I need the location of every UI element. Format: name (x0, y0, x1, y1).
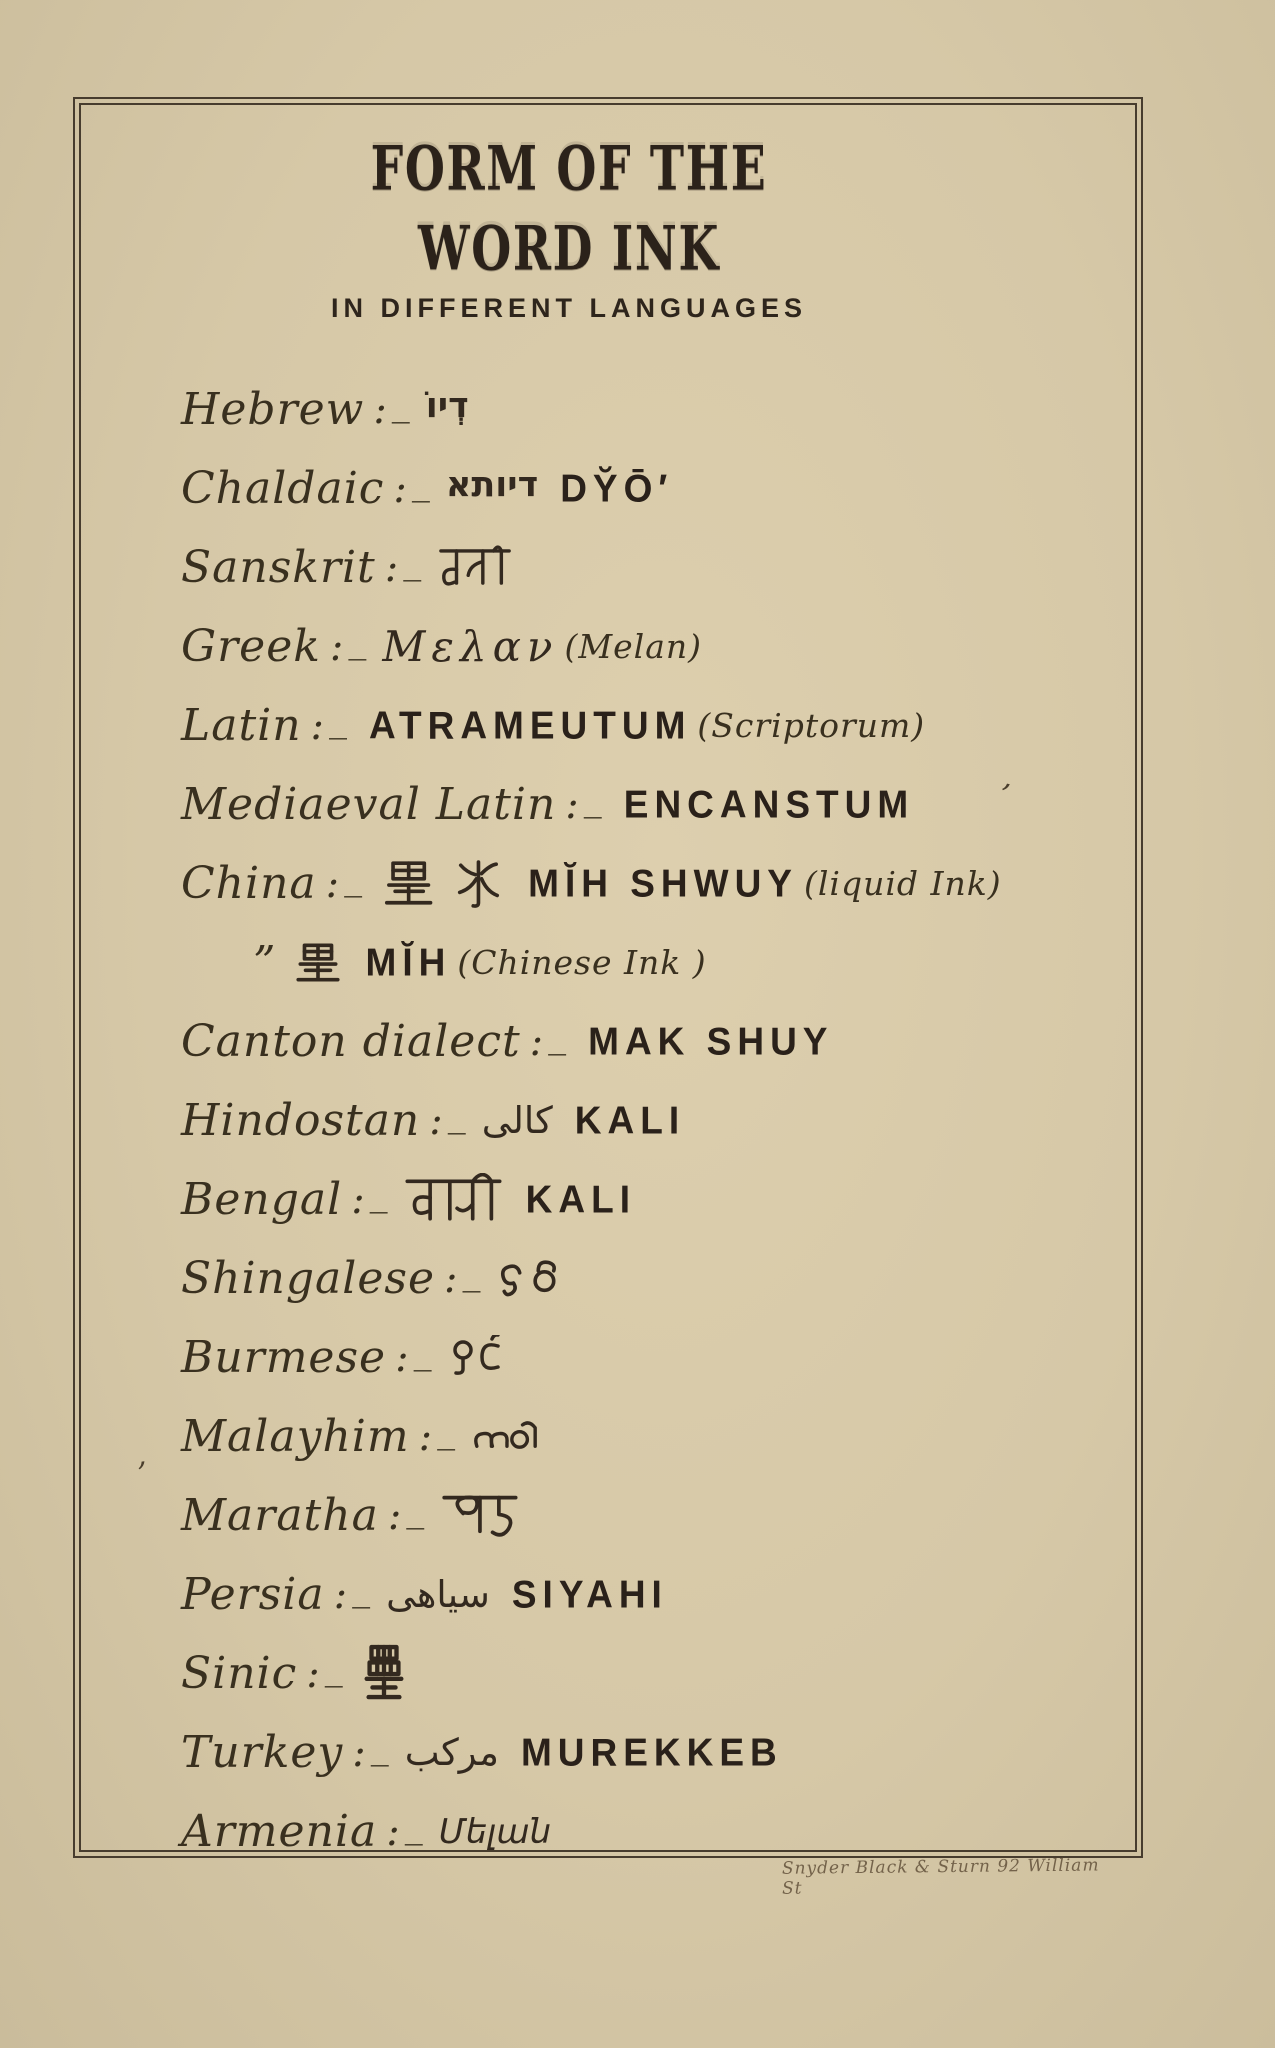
language-row-turkey (181, 1713, 1105, 1792)
transliteration: MĬH SHWUY (528, 861, 798, 905)
title-block (239, 135, 899, 324)
language-row-mediaeval-latin (181, 765, 1105, 844)
language-row-sinic (181, 1634, 1105, 1713)
separator-dash: _ (413, 1331, 432, 1372)
shingalese-script-glyph (497, 1256, 563, 1302)
language-row-bengal (181, 1160, 1105, 1239)
language-label: Maratha (181, 1490, 379, 1541)
separator-colon: : (384, 544, 399, 591)
transliteration: ENCANSTUM (623, 782, 915, 826)
language-row-persia (181, 1555, 1105, 1634)
language-label: Canton dialect (181, 1016, 521, 1067)
separator-dash: _ (344, 857, 363, 898)
separator-colon: : (386, 1808, 400, 1855)
language-row-china-2 (181, 923, 1105, 1002)
separator-colon: : (429, 1097, 443, 1144)
separator-dash: _ (370, 1726, 389, 1767)
separator-colon: : (529, 1018, 544, 1065)
language-label: Bengal (181, 1174, 343, 1225)
hindostan-script-word: كالى (481, 1099, 553, 1142)
plate-border-inner (79, 103, 1137, 1857)
separator-colon: : (351, 1176, 365, 1223)
separator-colon: : (393, 465, 407, 512)
armenia-script-word: Մելան (438, 1811, 552, 1852)
separator-dash: _ (583, 778, 602, 819)
transliteration: MĬH (365, 940, 452, 984)
separator-colon: : (565, 781, 579, 828)
language-label: Greek (181, 621, 321, 672)
sinic-script-glyph (359, 1644, 409, 1704)
plate-border-outer (73, 97, 1143, 1858)
transliteration: MAK SHUY (588, 1019, 834, 1063)
separator-dash: _ (447, 1094, 466, 1135)
separator-colon: : (444, 1255, 458, 1302)
transliteration: KALI (574, 1098, 686, 1142)
separator-dash: _ (391, 383, 410, 424)
gloss: (Melan) (564, 627, 703, 666)
bengal-script-glyph (404, 1173, 504, 1227)
separator-dash: _ (352, 1568, 371, 1609)
language-row-burmese (181, 1318, 1105, 1397)
separator-dash: _ (324, 1647, 343, 1688)
malayhim-script-glyph (471, 1419, 541, 1454)
china-2-script-glyph (292, 942, 344, 984)
language-row-malayhim (181, 1397, 1105, 1476)
hebrew-script-word: דְיוֹ (425, 385, 469, 426)
separator-dash: _ (329, 699, 348, 740)
transliteration: MUREKKEB (520, 1730, 783, 1774)
language-row-chaldaic (181, 449, 1105, 528)
separator-dash: _ (437, 1410, 456, 1451)
language-label: Armenia (181, 1806, 378, 1857)
gloss: (Scriptorum) (697, 706, 926, 745)
separator-dash: _ (548, 1015, 567, 1056)
language-label: Malayhim (181, 1411, 410, 1462)
burmese-script-glyph (448, 1335, 506, 1381)
separator-colon: : (329, 623, 344, 670)
turkey-script-word: مركب (404, 1731, 499, 1774)
language-row-hebrew (181, 370, 1105, 449)
transliteration: ATRAMEUTUM (369, 703, 692, 747)
persia-script-word: سياهى (386, 1573, 490, 1616)
ditto-mark: ” (253, 937, 276, 988)
gloss: (liquid Ink) (803, 864, 1002, 903)
separator-dash: _ (411, 462, 430, 503)
separator-colon: : (395, 1334, 409, 1381)
separator-colon: : (352, 1729, 366, 1776)
separator-colon: : (387, 1492, 402, 1539)
transliteration: DY̆Ō′ (560, 466, 674, 510)
language-row-china (181, 844, 1105, 923)
language-row-sanskrit (181, 528, 1105, 607)
language-row-maratha (181, 1476, 1105, 1555)
language-label: Chaldaic (181, 463, 385, 514)
language-row-shingalese (181, 1239, 1105, 1318)
language-label: Sinic (181, 1648, 298, 1699)
separator-colon: : (310, 702, 325, 749)
language-label: Sanskrit (181, 542, 376, 593)
language-list (181, 370, 1105, 1871)
separator-dash: _ (403, 541, 422, 582)
language-label: Mediaeval Latin (181, 779, 557, 830)
transliteration: KALI (525, 1177, 636, 1221)
separator-colon: : (306, 1650, 320, 1697)
language-label: Persia (181, 1569, 325, 1620)
sanskrit-script-glyph (437, 544, 515, 591)
greek-script-word: Μελαν (382, 622, 559, 671)
stray-ink-mark: ’ (994, 777, 1013, 814)
printer-credit: Snyder Black & Sturn 92 William St (781, 1855, 1100, 1899)
language-row-latin (181, 686, 1105, 765)
language-label: Turkey (181, 1727, 344, 1778)
gloss: (Chinese Ink ) (457, 943, 707, 982)
language-label: Hebrew (181, 384, 365, 435)
separator-colon: : (373, 386, 387, 433)
maratha-script-glyph (440, 1487, 522, 1544)
page-subtitle: IN DIFFERENT LANGUAGES (330, 293, 807, 323)
stray-ink-mark: ‚ (133, 1437, 148, 1474)
separator-dash: _ (348, 620, 367, 661)
chaldaic-script-word: דיותא (445, 464, 539, 505)
separator-dash: _ (406, 1489, 425, 1530)
separator-dash: _ (369, 1173, 388, 1214)
page-title: FORM OF THE WORD INK (370, 133, 768, 285)
transliteration: SIYAHI (511, 1572, 668, 1616)
separator-dash: _ (462, 1252, 481, 1293)
language-row-greek (181, 607, 1105, 686)
separator-colon: : (333, 1571, 348, 1618)
language-row-canton-dialect (181, 1002, 1105, 1081)
language-label: China (181, 858, 317, 909)
separator-colon: : (418, 1413, 433, 1460)
separator-dash: _ (404, 1805, 423, 1846)
language-label: Burmese (181, 1332, 387, 1383)
language-label: Shingalese (181, 1253, 436, 1304)
china-script-glyph (378, 859, 506, 909)
language-label: Latin (181, 700, 302, 751)
language-label: Hindostan (181, 1095, 421, 1146)
separator-colon: : (325, 860, 340, 907)
plate-content (81, 105, 1135, 1857)
language-row-hindostan (181, 1081, 1105, 1160)
